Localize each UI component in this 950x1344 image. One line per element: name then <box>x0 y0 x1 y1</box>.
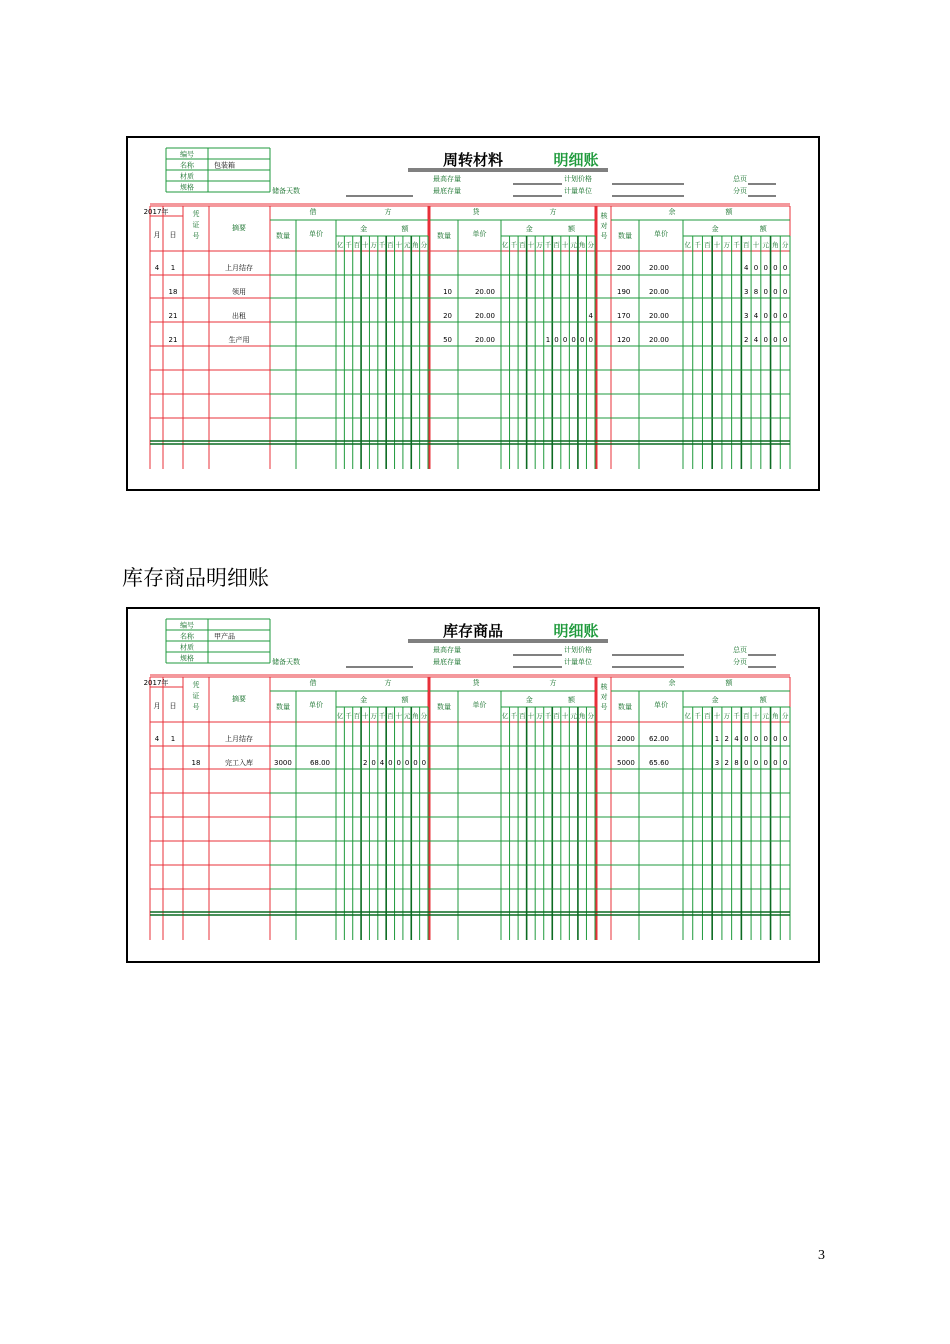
amount-digit: 0 <box>773 759 778 767</box>
amount-digit: 0 <box>763 336 768 344</box>
digit-label: 万 <box>370 712 377 720</box>
price-label: 单价 <box>654 701 668 709</box>
debit-label: 方 <box>384 208 392 216</box>
cell-credit-qty: 10 <box>443 288 452 296</box>
cell-summary: 领用 <box>232 288 246 296</box>
amount-digit: 3 <box>714 759 720 767</box>
digit-label: 百 <box>742 241 750 249</box>
digit-label: 万 <box>370 241 377 249</box>
amount-digit: 0 <box>782 264 788 272</box>
digit-label: 分 <box>781 241 789 249</box>
cell-balance-price: 20.00 <box>648 312 669 320</box>
cell-month: 4 <box>154 264 160 272</box>
digit-label: 十 <box>362 712 369 720</box>
amount-digit: 0 <box>763 312 768 320</box>
meta-label: 计量单位 <box>564 187 592 195</box>
day-label: 日 <box>169 231 177 239</box>
month-label: 月 <box>153 702 161 710</box>
digit-label: 十 <box>561 712 569 720</box>
amount-digit: 3 <box>743 312 749 320</box>
amount-digit: 4 <box>753 336 759 344</box>
info-label: 名称 <box>180 632 194 641</box>
amount-digit: 0 <box>763 264 768 272</box>
check-label: 号 <box>600 232 608 240</box>
ledger-title-main: 库存商品 <box>442 622 504 640</box>
amount-digit: 0 <box>588 336 593 344</box>
voucher-label: 号 <box>192 232 200 240</box>
amount-label: 金 <box>525 225 533 233</box>
cell-month: 4 <box>154 735 160 743</box>
digit-label: 万 <box>723 241 731 249</box>
digit-label: 亿 <box>336 241 344 249</box>
digit-label: 角 <box>578 241 586 249</box>
cell-balance-price: 20.00 <box>648 336 669 344</box>
cell-summary: 完工入库 <box>225 759 253 767</box>
digit-label: 分 <box>587 712 594 720</box>
digit-label: 千 <box>510 712 518 720</box>
digit-label: 十 <box>561 241 569 249</box>
info-label: 名称 <box>180 161 194 170</box>
credit-label: 贷 <box>472 679 480 687</box>
digit-label: 百 <box>553 712 560 720</box>
amount-label: 金 <box>711 225 719 233</box>
meta-label: 最底存量 <box>433 658 461 666</box>
digit-label: 百 <box>353 241 361 249</box>
meta-label: 储备天数 <box>272 658 300 666</box>
credit-label: 贷 <box>472 208 480 216</box>
digit-label: 亿 <box>684 712 692 720</box>
amount-digit: 0 <box>396 759 401 767</box>
amount-label: 金 <box>711 696 719 704</box>
amount-digit: 0 <box>782 336 788 344</box>
digit-label: 万 <box>536 712 543 720</box>
meta-label: 分页 <box>733 658 747 666</box>
qty-label: 数量 <box>276 703 290 711</box>
cell-balance-price: 62.00 <box>648 735 669 743</box>
balance-label: 余 <box>668 679 676 687</box>
info-label: 规格 <box>180 183 194 192</box>
ledger-title-sub: 明细账 <box>553 151 599 169</box>
digit-label: 百 <box>353 712 361 720</box>
digit-label: 百 <box>519 241 526 249</box>
cell-balance-qty: 5000 <box>617 759 635 767</box>
info-name-value: 甲产品 <box>214 632 235 641</box>
amount-digit: 0 <box>753 759 759 767</box>
digit-label: 千 <box>733 712 740 720</box>
cell-debit-price: 68.00 <box>309 759 330 767</box>
voucher-label: 凭 <box>192 681 200 689</box>
cell-day: 1 <box>170 735 176 743</box>
digit-label: 角 <box>772 712 779 720</box>
digit-label: 十 <box>395 241 402 249</box>
amount-label: 额 <box>759 696 767 704</box>
year-label: 2017年 <box>143 679 169 687</box>
cell-credit-price: 20.00 <box>474 312 495 320</box>
digit-label: 十 <box>752 241 760 249</box>
digit-label: 十 <box>713 712 721 720</box>
amount-digit: 2 <box>724 735 730 743</box>
qty-label: 数量 <box>618 703 632 711</box>
digit-label: 十 <box>362 241 369 249</box>
amount-digit: 0 <box>404 759 410 767</box>
amount-digit: 1 <box>545 336 551 344</box>
meta-label: 计量单位 <box>564 658 592 666</box>
cell-balance-qty: 120 <box>617 336 631 344</box>
digit-label: 元 <box>570 712 577 720</box>
amount-digit: 0 <box>421 759 427 767</box>
meta-label: 计划价格 <box>564 175 592 183</box>
amount-digit: 4 <box>379 759 385 767</box>
qty-label: 数量 <box>276 232 290 240</box>
digit-label: 千 <box>733 241 740 249</box>
meta-label: 最底存量 <box>433 187 461 195</box>
amount-digit: 2 <box>363 759 368 767</box>
amount-digit: 8 <box>734 759 739 767</box>
amount-digit: 0 <box>743 759 749 767</box>
voucher-label: 证 <box>192 221 200 229</box>
amount-digit: 4 <box>734 735 739 743</box>
digit-label: 角 <box>772 241 779 249</box>
digit-label: 角 <box>412 241 419 249</box>
info-label: 材质 <box>180 172 194 181</box>
year-label: 2017年 <box>143 208 169 216</box>
cell-day: 21 <box>168 336 178 344</box>
amount-digit: 2 <box>743 336 749 344</box>
amount-digit: 0 <box>763 759 768 767</box>
amount-digit: 0 <box>763 735 768 743</box>
digit-label: 亿 <box>684 241 692 249</box>
amount-label: 金 <box>360 225 368 233</box>
meta-label: 最高存量 <box>433 175 461 183</box>
digit-label: 元 <box>403 712 411 720</box>
amount-digit: 1 <box>714 735 720 743</box>
digit-label: 角 <box>412 712 419 720</box>
digit-label: 分 <box>420 712 428 720</box>
debit-label: 借 <box>309 679 317 687</box>
digit-label: 十 <box>527 241 535 249</box>
summary-label: 摘要 <box>232 695 246 703</box>
amount-digit: 0 <box>743 735 749 743</box>
cell-voucher: 18 <box>191 759 201 767</box>
page-number: 3 <box>818 1248 825 1263</box>
digit-label: 千 <box>345 241 352 249</box>
amount-label: 额 <box>401 696 409 704</box>
cell-credit-price: 20.00 <box>474 288 495 296</box>
ledger-title-sub: 明细账 <box>553 622 599 640</box>
qty-label: 数量 <box>437 703 451 711</box>
info-label: 编号 <box>180 621 194 630</box>
amount-label: 额 <box>401 225 409 233</box>
amount-digit: 4 <box>588 312 593 320</box>
digit-label: 分 <box>587 241 594 249</box>
meta-label: 分页 <box>733 187 747 195</box>
check-label: 核 <box>600 683 608 691</box>
digit-label: 分 <box>781 712 789 720</box>
digit-label: 千 <box>510 241 518 249</box>
cell-credit-qty: 50 <box>443 336 452 344</box>
price-label: 单价 <box>472 230 487 238</box>
digit-label: 千 <box>694 241 701 249</box>
digit-label: 百 <box>704 241 711 249</box>
amount-digit: 0 <box>782 759 788 767</box>
amount-label: 金 <box>360 696 368 704</box>
digit-label: 千 <box>544 241 552 249</box>
cell-balance-qty: 2000 <box>617 735 635 743</box>
digit-label: 元 <box>762 241 769 249</box>
digit-label: 百 <box>704 712 711 720</box>
check-label: 核 <box>600 212 608 220</box>
info-name-value: 包装箱 <box>214 161 235 170</box>
price-label: 单价 <box>309 230 323 238</box>
voucher-label: 证 <box>192 692 200 700</box>
digit-label: 十 <box>752 712 760 720</box>
section-heading: 库存商品明细账 <box>122 566 269 590</box>
cell-day: 21 <box>168 312 178 320</box>
cell-summary: 上月结存 <box>225 735 253 743</box>
credit-label: 方 <box>549 208 557 216</box>
digit-label: 百 <box>742 712 750 720</box>
amount-digit: 0 <box>554 336 559 344</box>
voucher-label: 号 <box>192 703 200 711</box>
qty-label: 数量 <box>437 232 451 240</box>
cell-summary: 生产用 <box>228 336 250 344</box>
amount-digit: 3 <box>743 288 749 296</box>
credit-label: 方 <box>549 679 557 687</box>
ledger-sheet <box>128 609 818 961</box>
cell-summary: 出租 <box>232 312 246 320</box>
digit-label: 百 <box>553 241 560 249</box>
meta-label: 储备天数 <box>272 187 300 195</box>
digit-label: 千 <box>345 712 352 720</box>
voucher-label: 凭 <box>192 210 200 218</box>
digit-label: 百 <box>387 241 394 249</box>
amount-digit: 0 <box>763 288 768 296</box>
digit-label: 角 <box>578 712 586 720</box>
cell-day: 1 <box>170 264 176 272</box>
ledger-frame-2 <box>126 607 820 963</box>
debit-label: 方 <box>384 679 392 687</box>
digit-label: 百 <box>387 712 394 720</box>
info-label: 材质 <box>180 643 194 652</box>
digit-label: 元 <box>762 712 769 720</box>
balance-label: 额 <box>725 208 733 216</box>
amount-digit: 4 <box>753 312 759 320</box>
amount-digit: 0 <box>782 288 788 296</box>
amount-digit: 0 <box>371 759 376 767</box>
digit-label: 元 <box>570 241 577 249</box>
digit-label: 万 <box>536 241 543 249</box>
amount-digit: 0 <box>753 735 759 743</box>
cell-balance-qty: 200 <box>617 264 631 272</box>
amount-digit: 8 <box>753 288 759 296</box>
amount-digit: 0 <box>773 264 778 272</box>
digit-label: 十 <box>527 712 535 720</box>
cell-balance-qty: 170 <box>617 312 631 320</box>
cell-balance-qty: 190 <box>617 288 631 296</box>
digit-label: 分 <box>420 241 428 249</box>
info-label: 编号 <box>180 150 194 159</box>
meta-label: 计划价格 <box>564 646 592 654</box>
ledger-frame-1 <box>126 136 820 491</box>
amount-digit: 0 <box>773 336 778 344</box>
digit-label: 千 <box>544 712 552 720</box>
amount-label: 额 <box>568 696 575 704</box>
meta-label: 最高存量 <box>433 646 461 654</box>
check-label: 对 <box>600 222 608 230</box>
ledger-sheet <box>128 138 818 489</box>
amount-digit: 0 <box>773 735 778 743</box>
qty-label: 数量 <box>618 232 632 240</box>
amount-digit: 0 <box>773 312 778 320</box>
amount-digit: 0 <box>413 759 418 767</box>
amount-digit: 0 <box>388 759 393 767</box>
digit-label: 亿 <box>502 241 509 249</box>
debit-label: 借 <box>309 208 317 216</box>
balance-label: 额 <box>725 679 733 687</box>
meta-label: 总页 <box>733 175 747 183</box>
info-label: 规格 <box>180 654 194 663</box>
digit-label: 亿 <box>336 712 344 720</box>
summary-label: 摘要 <box>232 224 246 232</box>
ledger-title-main: 周转材料 <box>442 151 504 169</box>
cell-summary: 上月结存 <box>225 264 253 272</box>
amount-digit: 0 <box>782 735 788 743</box>
amount-label: 额 <box>759 225 767 233</box>
amount-digit: 0 <box>753 264 759 272</box>
amount-digit: 4 <box>743 264 749 272</box>
cell-balance-price: 65.60 <box>648 759 669 767</box>
digit-label: 百 <box>519 712 526 720</box>
cell-day: 18 <box>168 288 178 296</box>
digit-label: 万 <box>723 712 731 720</box>
price-label: 单价 <box>654 230 668 238</box>
meta-label: 总页 <box>733 646 747 654</box>
digit-label: 千 <box>378 712 386 720</box>
amount-digit: 0 <box>562 336 568 344</box>
day-label: 日 <box>169 702 177 710</box>
digit-label: 十 <box>395 712 402 720</box>
digit-label: 千 <box>694 712 701 720</box>
digit-label: 亿 <box>502 712 509 720</box>
digit-label: 千 <box>378 241 386 249</box>
digit-label: 元 <box>403 241 411 249</box>
amount-label: 金 <box>525 696 533 704</box>
amount-digit: 0 <box>773 288 778 296</box>
amount-digit: 2 <box>724 759 730 767</box>
amount-digit: 0 <box>579 336 585 344</box>
amount-label: 额 <box>568 225 575 233</box>
cell-balance-price: 20.00 <box>648 288 669 296</box>
price-label: 单价 <box>472 701 487 709</box>
month-label: 月 <box>153 231 161 239</box>
amount-digit: 0 <box>571 336 576 344</box>
balance-label: 余 <box>668 208 676 216</box>
digit-label: 十 <box>713 241 721 249</box>
amount-digit: 0 <box>782 312 788 320</box>
cell-debit-qty: 3000 <box>274 759 292 767</box>
check-label: 对 <box>600 693 608 701</box>
cell-balance-price: 20.00 <box>648 264 669 272</box>
check-label: 号 <box>600 703 608 711</box>
cell-credit-price: 20.00 <box>474 336 495 344</box>
price-label: 单价 <box>309 701 323 709</box>
cell-credit-qty: 20 <box>443 312 452 320</box>
